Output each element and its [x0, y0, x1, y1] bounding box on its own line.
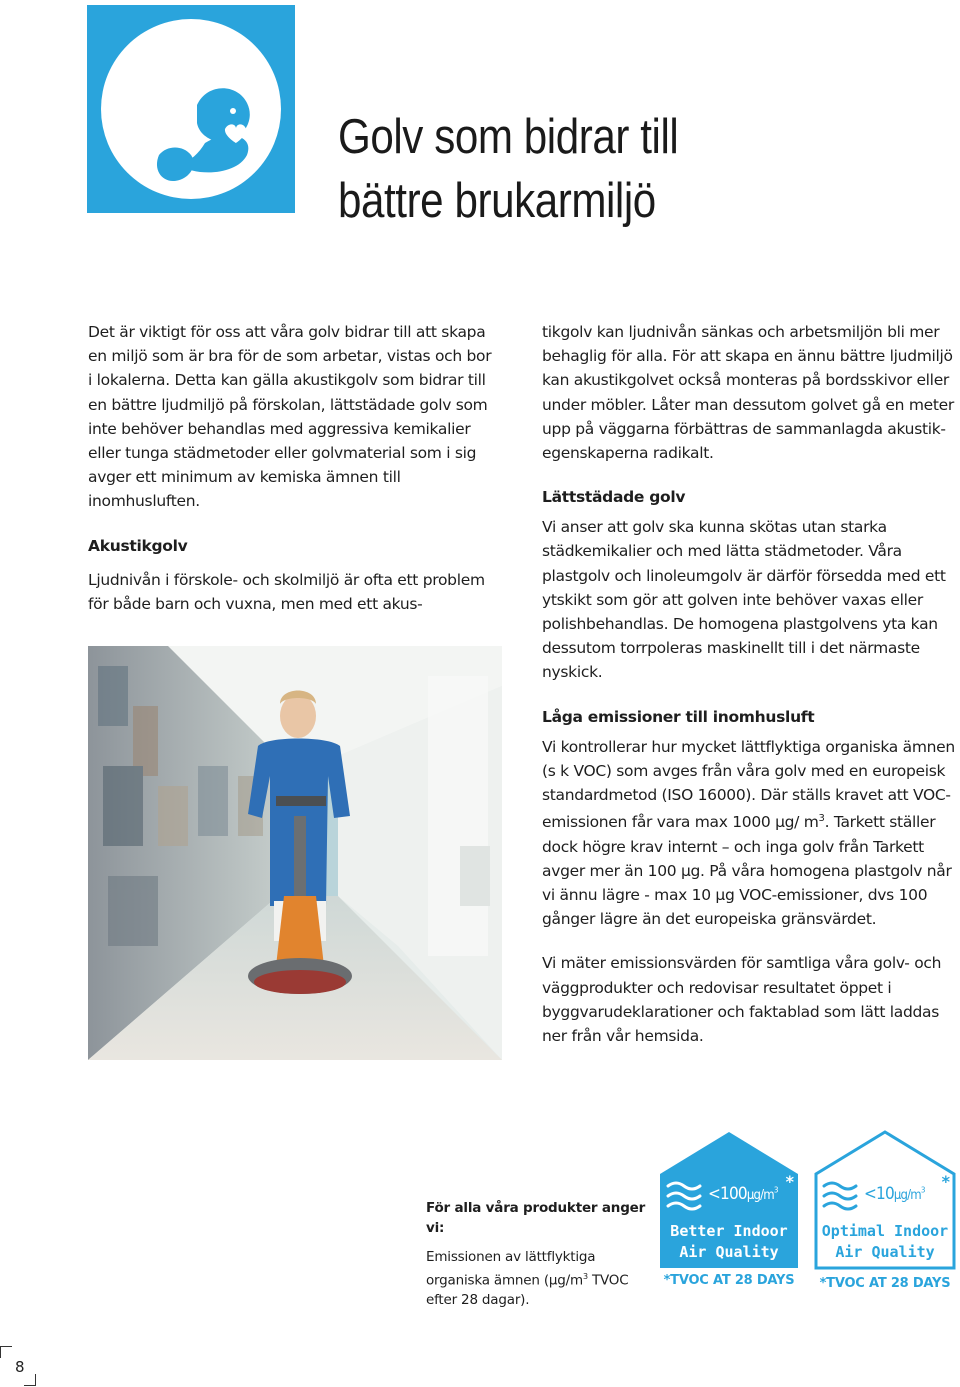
products-text-part-2: TVOC efter 28 dagar). [426, 1272, 629, 1308]
badge-1-unit-sup: 3 [773, 1185, 778, 1195]
products-text [426, 1248, 656, 1310]
badge-1-star: * [785, 1172, 794, 1191]
cleaning-machine-photo [88, 646, 502, 1060]
logo-figure-icon [87, 5, 295, 213]
intro-paragraph: Det är viktigt för oss att våra golv bidrar till att skapa en miljö som är bra för de som arbetar, vistas och bor i lokalerna. Detta kan gälla akustikgolv som bidrar till en bättre ljudmiljö på förskolan, lättstädade golv som inte behöver behandlas med aggressiva kemikalier eller tunga städmetoder eller golvmaterial som i sig avger ett minimum av kemiska ämnen till inomhusluften. [88, 323, 492, 511]
matning-paragraph: Vi mäter emissionsvärden för samtliga våra golv- och väggprodukter och redovisar resultatet öppet i byggvarudeklarationer och faktablad som lätt laddas ner från vår hemsida. [542, 954, 942, 1046]
badge-2-number: <10 [864, 1184, 894, 1204]
lattstadade-heading: Lättstädade golv [542, 488, 686, 507]
products-superscript: 3 [582, 1272, 588, 1281]
badge-2-unit-sup: 3 [920, 1185, 925, 1195]
emissioner-heading: Låga emissioner till inomhusluft [542, 707, 815, 726]
emissioner-text-part-2: . Tarkett ställer dock högre krav internt – och inga golv från Tarkett avger mer än 100 µg. På våra homogena plastgolv når vi ännu lägre - max 10 µg VOC-emissioner, dvs 100 gånger lägre än det europeiska gränsvärdet. [542, 813, 952, 929]
optimal-indoor-air-quality-badge [814, 1128, 956, 1294]
akustikgolv-paragraph: Ljudnivån i förskole- och skolmiljö är ofta ett problem för både barn och vuxna, men med ett akus- [88, 570, 485, 613]
photo-illustration [88, 646, 502, 1060]
people-friendly-spaces-logo [87, 5, 295, 213]
emissioner-superscript: 3 [818, 813, 825, 825]
emissioner-paragraph [542, 735, 957, 932]
crop-mark-bottom-right [24, 1374, 36, 1386]
page-number: 8 [15, 1358, 25, 1376]
badge-2-unit: µg/m [893, 1188, 921, 1203]
badge-1-label: Better Indoor Air Quality [670, 1222, 788, 1261]
badge-2-value [864, 1184, 925, 1204]
badge-1-unit: µg/m [746, 1188, 774, 1203]
right-column [542, 320, 957, 1048]
crop-mark-top-left [0, 1346, 12, 1358]
house-outline-icon [814, 1128, 956, 1294]
products-info [426, 1198, 656, 1310]
title-line-1: Golv som bidrar till [338, 110, 679, 164]
badge-1-number: <100 [708, 1184, 747, 1204]
emissioner-text-part-1: Vi kontrollerar hur mycket lättflyktiga organiska ämnen (s k VOC) som avges från våra golv med en europeisk standardmetod (ISO 16000). Där ställs kravet att VOC-emissionen får vara max 1000 µg/ m [542, 737, 955, 832]
akustikgolv-heading: Akustikgolv [88, 536, 188, 555]
badge-1-caption: *TVOC AT 28 DAYS [663, 1273, 795, 1288]
logo-text: people- friendly spaces [143, 60, 196, 106]
lattstadade-paragraph: Vi anser att golv ska kunna skötas utan starka städkemikalier och med lätta städmetoder. Våra plastgolv och linoleumgolv är därför försedda med ett ytskikt som gör att golven inte behöver vaxas eller polishbehandlas. De homogena plastgolvens yta kan dessutom torrpoleras maskinellt till i det närmaste nyskick. [542, 518, 946, 682]
left-column [88, 320, 498, 616]
badge-2-label: Optimal Indoor Air Quality [821, 1222, 949, 1261]
akustikgolv-continued-paragraph: tikgolv kan ljudnivån sänkas och arbetsmiljön bli mer behaglig för alla. För att skapa en ännu bättre ljudmiljö kan akustikgolvet också monteras på bordsskivor eller under möbler. Låter man dessutom golvet gå en meter upp på väggarna förbättras de sammanlagda akustik-egenskaperna radikalt. [542, 323, 954, 463]
house-filled-icon [658, 1128, 800, 1294]
page-title [338, 105, 854, 233]
better-indoor-air-quality-badge [658, 1128, 800, 1294]
badge-2-caption: *TVOC AT 28 DAYS [819, 1276, 951, 1291]
title-line-2: bättre brukarmiljö [338, 174, 656, 228]
badge-1-value [708, 1184, 778, 1204]
badge-2-star: * [941, 1172, 950, 1191]
products-heading: För alla våra produkter anger vi: [426, 1200, 646, 1236]
products-text-part-1: Emissionen av lättflyktiga organiska ämnen (µg/m [426, 1249, 596, 1289]
